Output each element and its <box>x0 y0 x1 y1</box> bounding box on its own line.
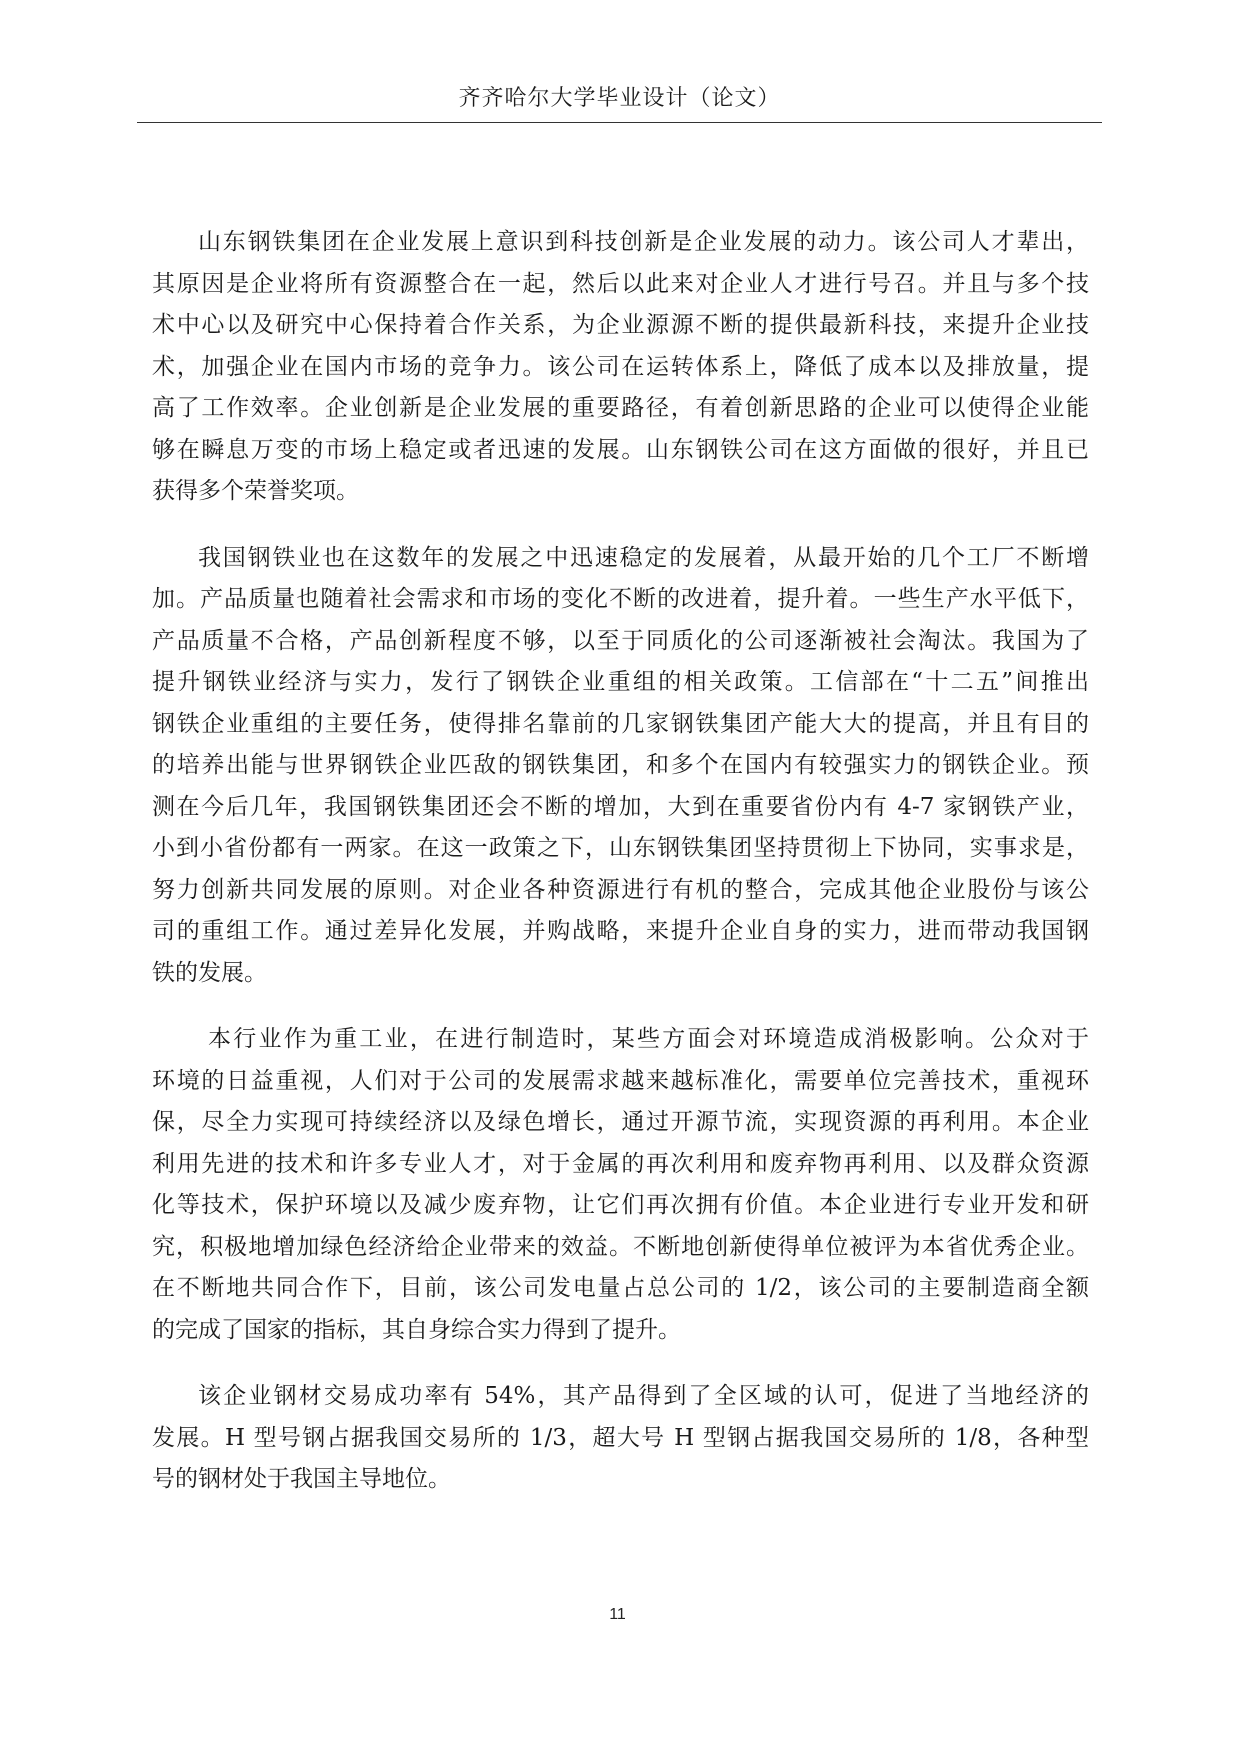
text-line: 司的重组工作。通过差异化发展，并购战略，来提升企业自身的实力，进而带动我国钢 <box>152 918 1089 944</box>
text-line: 环境的日益重视，人们对于公司的发展需求越来越标准化，需要单位完善技术，重视环 <box>152 1067 1089 1094</box>
text-line: 其原因是企业将所有资源整合在一起，然后以此来对企业人才进行号召。并且与多个技 <box>152 270 1089 297</box>
text-line: 高了工作效率。企业创新是企业发展的重要路径，有着创新思路的企业可以使得企业能 <box>152 395 1089 421</box>
paragraph-1 <box>152 222 1089 513</box>
text-line: 小到小省份都有一两家。在这一政策之下，山东钢铁集团坚持贯彻上下协同，实事求是， <box>152 835 1089 861</box>
text-line: 本行业作为重工业，在进行制造时，某些方面会对环境造成消极影响。公众对于 <box>208 1026 1089 1052</box>
text-line: 加。产品质量也随着社会需求和市场的变化不断的改进着，提升着。一些生产水平低下， <box>152 586 1089 612</box>
paragraph-4 <box>152 1376 1089 1501</box>
text-line: 钢铁企业重组的主要任务，使得排名靠前的几家钢铁集团产能大大的提高，并且有目的 <box>152 710 1089 737</box>
text-line: 号的钢材处于我国主导地位。 <box>152 1466 451 1492</box>
text-line: 化等技术，保护环境以及减少废弃物，让它们再次拥有价值。本企业进行专业开发和研 <box>152 1192 1089 1218</box>
text-line: 术中心以及研究中心保持着合作关系，为企业源源不断的提供最新科技，来提升企业技 <box>152 312 1089 338</box>
text-line: 该企业钢材交易成功率有 54%，其产品得到了全区域的认可，促进了当地经济的 <box>198 1383 1089 1409</box>
text-line: 山东钢铁集团在企业发展上意识到科技创新是企业发展的动力。该公司人才辈出， <box>198 229 1089 255</box>
text-line: 努力创新共同发展的原则。对企业各种资源进行有机的整合，完成其他企业股份与该公 <box>152 876 1089 903</box>
text-line: 在不断地共同合作下，目前，该公司发电量占总公司的 1/2，该公司的主要制造商全额 <box>152 1275 1089 1301</box>
text-line: 利用先进的技术和许多专业人才，对于金属的再次利用和废弃物再利用、以及群众资源 <box>152 1150 1089 1177</box>
text-line: 术，加强企业在国内市场的竞争力。该公司在运转体系上，降低了成本以及排放量，提 <box>152 353 1089 380</box>
document-body <box>152 222 1089 1526</box>
text-line: 提升钢铁业经济与实力，发行了钢铁企业重组的相关政策。工信部在“十二五”间推出 <box>152 669 1089 695</box>
text-line: 测在今后几年，我国钢铁集团还会不断的增加，大到在重要省份内有 4-7 家钢铁产业， <box>152 793 1089 820</box>
paragraph-3 <box>152 1019 1089 1351</box>
text-line: 铁的发展。 <box>152 959 267 986</box>
text-line: 究，积极地增加绿色经济给企业带来的效益。不断地创新使得单位被评为本省优秀企业。 <box>152 1233 1089 1260</box>
text-line: 获得多个荣誉奖项。 <box>152 478 359 504</box>
text-line: 产品质量不合格，产品创新程度不够，以至于同质化的公司逐渐被社会淘汰。我国为了 <box>152 627 1089 654</box>
text-line: 我国钢铁业也在这数年的发展之中迅速稳定的发展着，从最开始的几个工厂不断增 <box>198 544 1089 571</box>
page-header <box>137 84 1102 123</box>
paragraph-2 <box>152 538 1089 995</box>
text-line: 保，尽全力实现可持续经济以及绿色增长，通过开源节流，实现资源的再利用。本企业 <box>152 1109 1089 1135</box>
text-line: 发展。H 型号钢占据我国交易所的 1/3，超大号 H 型钢占据我国交易所的 1/8，各种型 <box>152 1424 1089 1451</box>
header-title: 齐齐哈尔大学毕业设计（论文） <box>458 86 781 111</box>
page-number: 11 <box>609 1606 626 1623</box>
text-line: 的完成了国家的指标，其自身综合实力得到了提升。 <box>152 1316 681 1343</box>
text-line: 的培养出能与世界钢铁企业匹敌的钢铁集团，和多个在国内有较强实力的钢铁企业。预 <box>152 752 1089 778</box>
text-line: 够在瞬息万变的市场上稳定或者迅速的发展。山东钢铁公司在这方面做的很好，并且已 <box>152 436 1089 463</box>
